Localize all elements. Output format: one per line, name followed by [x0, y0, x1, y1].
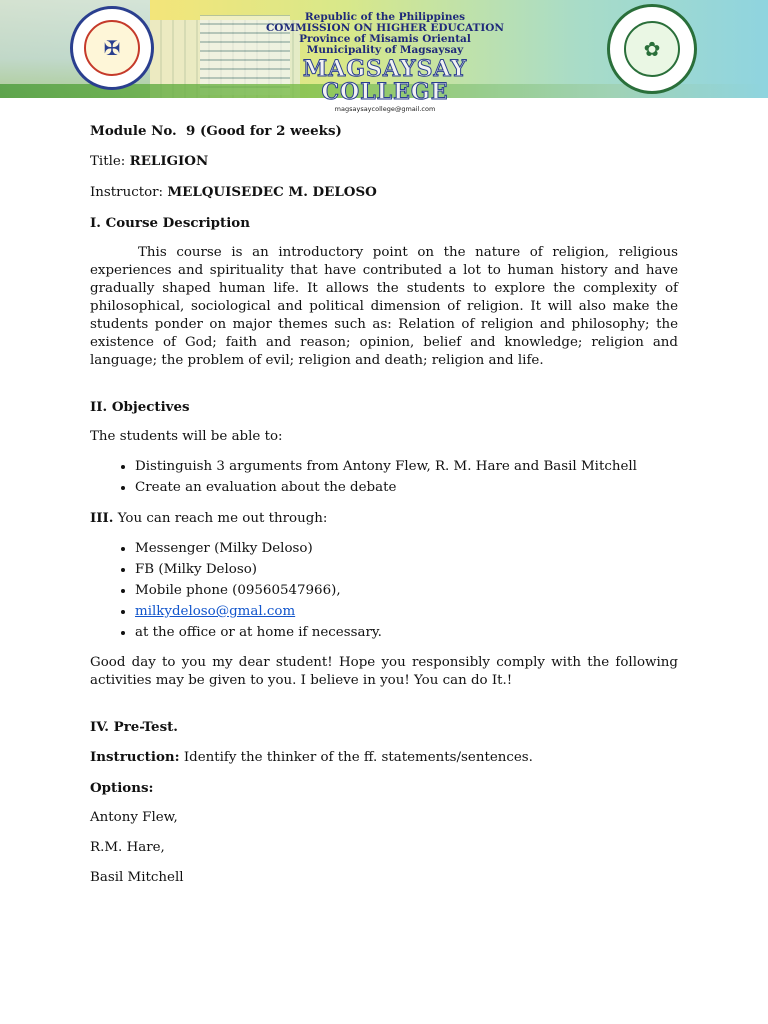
- option-item: Antony Flew,: [90, 810, 178, 825]
- instruction-line: Instruction: Identify the thinker of the ff. statements/sentences.: [90, 749, 533, 765]
- college-name: MAGSAYSAY COLLEGE: [302, 56, 468, 106]
- email-link[interactable]: milkydeloso@gmal.com: [135, 604, 296, 619]
- letterhead-banner: [0, 0, 768, 114]
- course-title: RELIGION: [129, 153, 209, 169]
- course-description-body: This course is an introductory point on the nature of religion, religious experiences and spirituality that have contributed a lot to human history and have gradually shaped human life. It allows the students to explore the complexity of philosophical, sociological and political dimension of religion. It will also make the students ponder on major themes such as: Relation of religion and philosophy; the existence of God; faith and reason; opinion, belief and knowledge; religion and language; the problem of evil; religion and death; religion and life.: [90, 245, 678, 368]
- list-item: • Messenger (Milky Deloso): [135, 540, 678, 558]
- list-item: [135, 603, 678, 621]
- title-line: Title: RELIGION: [90, 153, 209, 169]
- list-item: • Distinguish 3 arguments from Antony Flew, R. M. Hare and Basil Mitchell: [135, 458, 678, 476]
- republic-line: Republic of the Philippines: [304, 11, 466, 23]
- list-item: • Create an evaluation about the debate: [135, 479, 678, 497]
- list-item: • at the office or at home if necessary.: [135, 624, 678, 642]
- objectives-intro: The students will be able to:: [90, 429, 283, 444]
- college-seal-icon: ✿: [607, 4, 697, 94]
- instructor-name: MELQUISEDEC M. DELOSO: [167, 184, 377, 200]
- municipal-seal-icon: ✠: [70, 6, 154, 90]
- objectives-list: [90, 458, 678, 497]
- list-item: • FB (Milky Deloso): [135, 561, 678, 579]
- contact-heading: III. You can reach me out through:: [90, 510, 328, 526]
- module-number-line: Module No. 9 (Good for 2 weeks): [90, 123, 342, 139]
- option-item: Basil Mitchell: [90, 870, 184, 885]
- municipality-line: Municipality of Magsaysay: [306, 44, 464, 57]
- province-line: Province of Misamis Oriental: [299, 33, 471, 46]
- ched-line: COMMISSION ON HIGHER EDUCATION: [265, 22, 505, 35]
- letterhead-text: [250, 12, 520, 113]
- module-document: [90, 122, 678, 899]
- objectives-heading: II. Objectives: [90, 399, 190, 415]
- options-label: Options:: [90, 780, 154, 796]
- college-email: magsaysaycollege@gmail.com: [334, 105, 436, 114]
- option-item: R.M. Hare,: [90, 840, 165, 855]
- course-description-heading: I. Course Description: [90, 215, 250, 231]
- pretest-heading: IV. Pre-Test.: [90, 719, 178, 735]
- list-item: • Mobile phone (09560547966),: [135, 582, 678, 600]
- contact-list: [90, 540, 678, 642]
- greeting-paragraph: Good day to you my dear student! Hope you responsibly comply with the following activities may be given to you. I believe in you! You can do It.!: [90, 655, 678, 688]
- instructor-line: Instructor: MELQUISEDEC M. DELOSO: [90, 184, 377, 200]
